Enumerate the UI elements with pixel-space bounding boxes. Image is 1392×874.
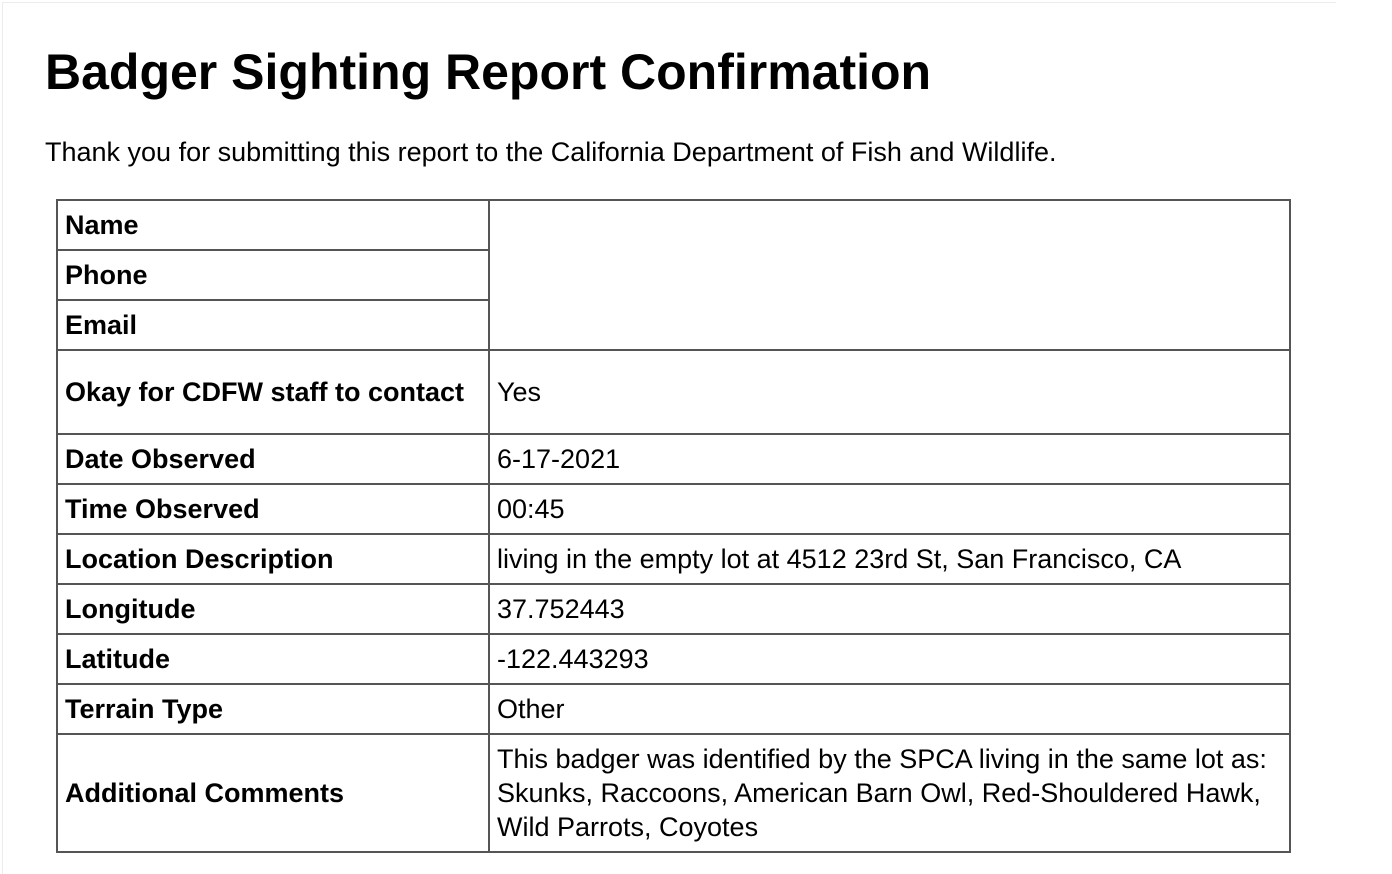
- row-label-date: Date Observed: [57, 434, 489, 484]
- report-table: [56, 199, 1291, 853]
- table-row-time: [57, 484, 1290, 534]
- page-title: Badger Sighting Report Confirmation: [45, 44, 932, 100]
- row-value-comments: This badger was identified by the SPCA living in the same lot as: Skunks, Raccoons, American Barn Owl, Red-Shouldered Hawk, Wild Parrots, Coyotes: [489, 734, 1290, 852]
- table-row-contact-ok: [57, 350, 1290, 434]
- row-label-time: Time Observed: [57, 484, 489, 534]
- row-label-comments: Additional Comments: [57, 734, 489, 852]
- row-value-longitude: 37.752443: [489, 584, 1290, 634]
- contact-info-value: [489, 200, 1290, 350]
- row-label-contact-ok: Okay for CDFW staff to contact: [57, 350, 489, 434]
- table-row-latitude: [57, 634, 1290, 684]
- row-value-contact-ok: Yes: [489, 350, 1290, 434]
- row-value-time: 00:45: [489, 484, 1290, 534]
- table-row-date: [57, 434, 1290, 484]
- table-row-terrain: [57, 684, 1290, 734]
- row-label-location: Location Description: [57, 534, 489, 584]
- row-value-date: 6-17-2021: [489, 434, 1290, 484]
- table-row-location: [57, 534, 1290, 584]
- table-row-comments: [57, 734, 1290, 852]
- row-label-latitude: Latitude: [57, 634, 489, 684]
- intro-text: Thank you for submitting this report to the California Department of Fish and Wildlife.: [45, 137, 1057, 167]
- table-row-name: [57, 200, 1290, 250]
- row-value-terrain: Other: [489, 684, 1290, 734]
- row-label-phone: Phone: [57, 250, 489, 300]
- row-label-terrain: Terrain Type: [57, 684, 489, 734]
- row-value-location: living in the empty lot at 4512 23rd St, San Francisco, CA: [489, 534, 1290, 584]
- row-label-name: Name: [57, 200, 489, 250]
- row-label-email: Email: [57, 300, 489, 350]
- table-row-longitude: [57, 584, 1290, 634]
- row-label-longitude: Longitude: [57, 584, 489, 634]
- row-value-latitude: -122.443293: [489, 634, 1290, 684]
